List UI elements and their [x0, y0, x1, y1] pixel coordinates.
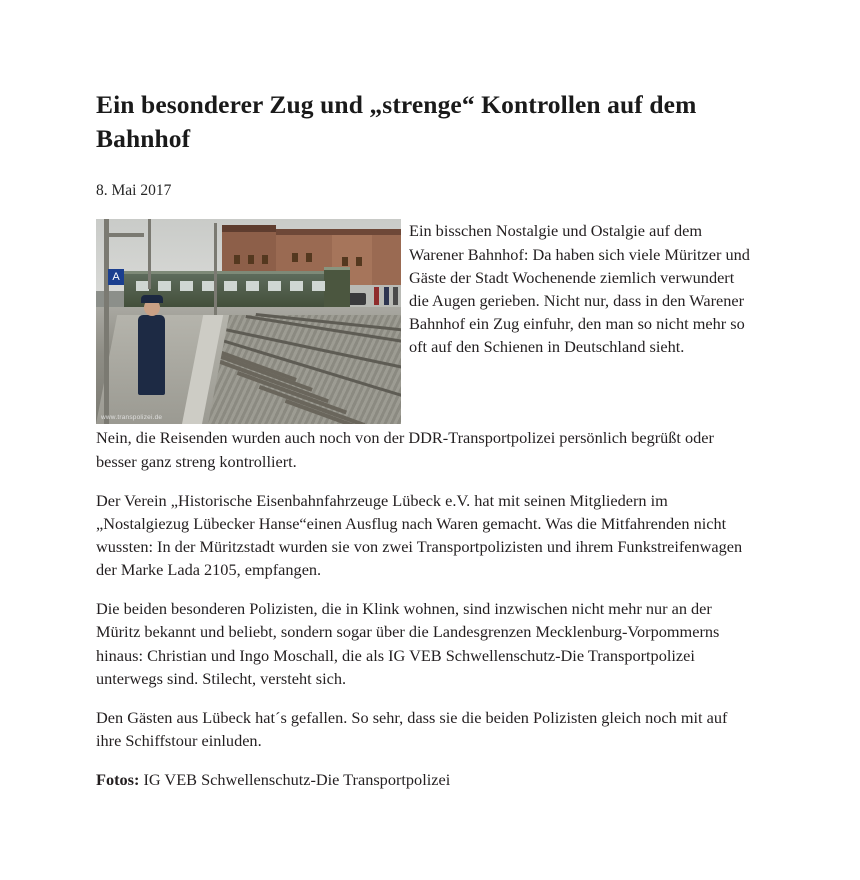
- photo-train-window: [180, 281, 193, 291]
- photo-window: [306, 253, 312, 262]
- photo-watermark: www.transpolizei.de: [101, 414, 163, 422]
- photo-window: [248, 255, 254, 264]
- paragraph-1: Ein bisschen Nostalgie und Ostalgie auf dem Warener Bahnhof: Da haben sich viele Müritzer und Gäste der Stadt Wochenende ziemlich verwundert die Augen gerieben. Nicht nur, dass in den Warener Bahnhof ein Zug einfuhr, den man so nicht mehr so oft auf den Schienen in Deutschland sieht.: [409, 221, 750, 357]
- photo-train-window: [268, 281, 281, 291]
- photo-window: [234, 255, 240, 264]
- photo-credit: [96, 768, 752, 791]
- photo-window: [292, 253, 298, 262]
- photo-pole-arm: [104, 233, 144, 237]
- platform-sign: A: [108, 269, 124, 285]
- page-title: Ein besonderer Zug und „strenge“ Kontrollen auf dem Bahnhof: [96, 90, 697, 153]
- photo-train-window: [290, 281, 303, 291]
- photo-pole: [214, 223, 217, 315]
- photo-pole: [148, 219, 151, 289]
- paragraph-5: Den Gästen aus Lübeck hat´s gefallen. So sehr, dass sie die beiden Polizisten gleich noch mit auf ihre Schiffstour einluden.: [96, 707, 728, 750]
- photo-train-window: [246, 281, 259, 291]
- article-date: 8. Mai 2017: [96, 182, 172, 200]
- photo-train-window: [312, 281, 325, 291]
- paragraph-4: Die beiden besonderen Polizisten, die in Klink wohnen, sind inzwischen nicht mehr nur an der Müritz bekannt und beliebt, sondern sogar über die Landesgrenzen Mecklenburg-Vorpommerns hinaus: Christian und Ingo Moschall, die als IG VEB Schwellenschutz-Die Transportpolizei unterwegs sind. Stilecht, versteht sich.: [96, 599, 720, 688]
- photo-pole: [104, 219, 109, 424]
- photo-officer-cap: [141, 295, 163, 303]
- photo-credit-value: IG VEB Schwellenschutz-Die Transportpolizei: [139, 770, 451, 790]
- photo-officer-body: [138, 315, 165, 395]
- article-photo: [96, 219, 401, 424]
- photo-person: [393, 287, 398, 305]
- photo-person: [384, 287, 389, 305]
- photo-credit-label: Fotos:: [96, 770, 140, 790]
- photo-person: [374, 287, 379, 305]
- photo-train-window: [224, 281, 237, 291]
- lead-block: [96, 219, 752, 426]
- photo-window: [342, 257, 348, 266]
- photo-window: [262, 255, 268, 264]
- paragraph-2: Nein, die Reisenden wurden auch noch von der DDR-Transportpolizei persönlich begrüßt oder besser ganz streng kontrolliert.: [96, 428, 714, 471]
- photo-train-window: [158, 281, 171, 291]
- photo-window: [356, 257, 362, 266]
- paragraph-3: Der Verein „Historische Eisenbahnfahrzeuge Lübeck e.V. hat mit seinen Mitgliedern im „Nostalgiezug Lübecker Hanse“einen Ausflug nach Waren gemacht. Was die Mitfahrenden nicht wussten: In der Müritzstadt wurden sie von zwei Transportpolizisten und ihrem Funkstreifenwagen der Marke Lada 2105, empfangen.: [96, 490, 743, 580]
